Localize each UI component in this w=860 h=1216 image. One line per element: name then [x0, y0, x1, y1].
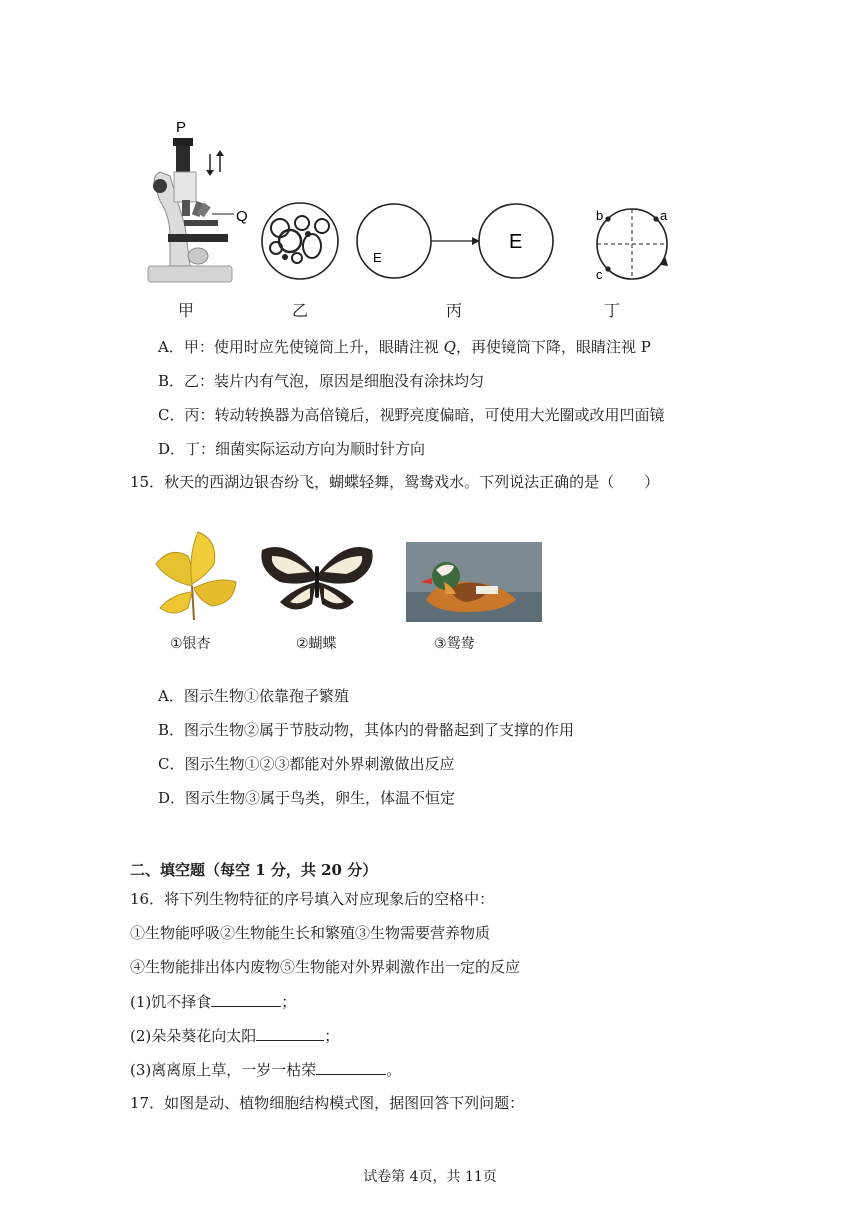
q14-option-a: A．甲：使用时应先使镜筒上升，眼睛注视 Q，再使镜筒下降，眼睛注视 P [158, 338, 651, 356]
butterfly-image [258, 544, 376, 616]
bubbles-view [262, 203, 338, 279]
microscope-label-q: Q [236, 208, 248, 225]
q16-sub-3: (3)离离原上草，一岁一枯荣 。 [130, 1061, 402, 1079]
figure-caption-bing: 丙 [445, 301, 462, 320]
q15-stem: 15．秋天的西湖边银杏纷飞，蝴蝶轻舞，鸳鸯戏水。下列说法正确的是（ ） [130, 473, 660, 491]
answer-blank-2[interactable] [256, 1025, 324, 1041]
q14-option-d: D．丁：细菌实际运动方向为顺时针方向 [158, 440, 426, 458]
figure-caption-jia: 甲 [177, 301, 194, 320]
figure-caption-ding: 丁 [603, 301, 620, 320]
mandarin-duck-image [406, 542, 542, 622]
q14-option-b: B．乙：装片内有气泡，原因是细胞没有涂抹均匀 [158, 372, 485, 390]
answer-blank-3[interactable] [316, 1059, 386, 1075]
q15-option-d: D．图示生物③属于鸟类，卵生，体温不恒定 [158, 789, 456, 807]
low-power-view [357, 204, 431, 278]
ding-label-b: b [596, 208, 604, 223]
q16-sub-1: (1)饥不择食 ； [130, 993, 297, 1011]
figure-caption-yi: 乙 [291, 301, 308, 320]
page-footer: 试卷第 4页，共 11页 [363, 1169, 497, 1185]
q14-option-c: C．丙：转动转换器为高倍镜后，视野亮度偏暗，可使用大光圈或改用凹面镜 [158, 406, 665, 424]
q17-stem: 17．如图是动、植物细胞结构模式图，据图回答下列问题： [130, 1094, 525, 1112]
high-power-letter: E [509, 231, 523, 253]
q16-stem: 16．将下列生物特征的序号填入对应现象后的空格中： [130, 890, 495, 908]
q15-option-c: C．图示生物①②③都能对外界刺激做出反应 [158, 755, 455, 773]
answer-blank-1[interactable] [211, 991, 281, 1007]
low-power-letter: E [373, 250, 382, 265]
q16-features-line2: ④生物能排出体内废物⑤生物能对外界刺激作出一定的反应 [130, 958, 521, 976]
mandarin-duck-caption: ③鸳鸯 [434, 636, 475, 652]
ding-label-c: c [596, 267, 603, 282]
bacteria-motion-view [597, 209, 668, 279]
section-title: 二、填空题（每空 1 分，共 20 分） [130, 861, 378, 879]
ding-label-a: a [660, 208, 668, 223]
q16-sub-2: (2)朵朵葵花向太阳 ； [130, 1027, 340, 1045]
microscope-figure [140, 116, 680, 296]
q15-option-b: B．图示生物②属于节肢动物，其体内的骨骼起到了支撑的作用 [158, 721, 575, 739]
ginkgo-image [148, 526, 242, 622]
butterfly-caption: ②蝴蝶 [296, 636, 337, 652]
q16-features-line1: ①生物能呼吸②生物能生长和繁殖③生物需要营养物质 [130, 924, 491, 942]
ginkgo-caption: ①银杏 [170, 636, 211, 652]
microscope-label-p: P [176, 119, 187, 136]
q15-option-a: A．图示生物①依靠孢子繁殖 [158, 687, 349, 705]
